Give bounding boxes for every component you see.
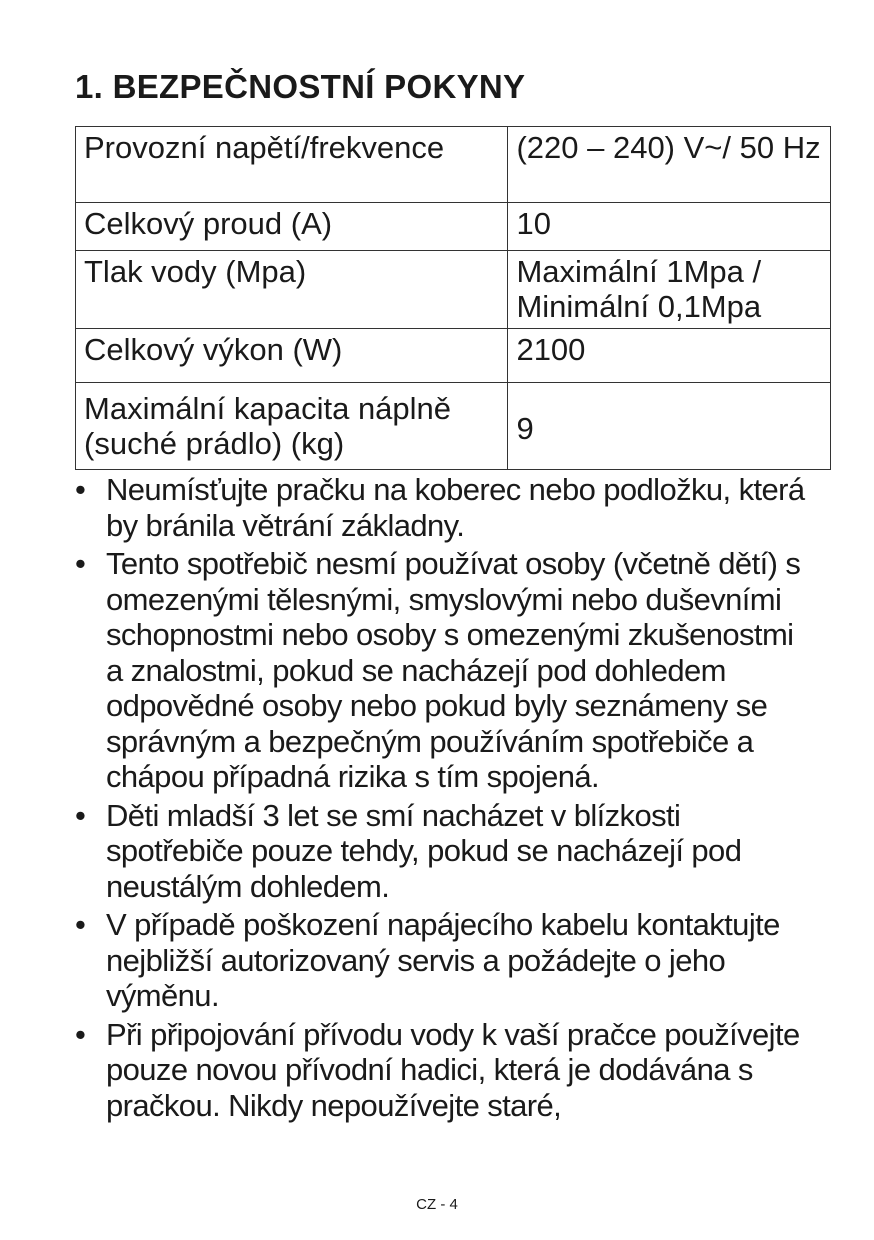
spec-label: Provozní napětí/frekvence xyxy=(76,127,508,203)
bullet-icon: • xyxy=(75,907,86,942)
list-item-text: Neumísťujte pračku na koberec nebo podložku, která by bránila větrání základny. xyxy=(106,472,805,543)
spec-label: Celkový proud (A) xyxy=(76,203,508,251)
specs-table xyxy=(75,126,831,470)
bullet-icon: • xyxy=(75,546,86,581)
spec-value: Maximální 1Mpa / Minimální 0,1Mpa xyxy=(508,251,831,329)
spec-label: Tlak vody (Mpa) xyxy=(76,251,508,329)
bullet-icon: • xyxy=(75,472,86,507)
list-item xyxy=(75,1017,805,1124)
list-item xyxy=(75,798,805,905)
specs-row xyxy=(76,383,831,470)
bullet-icon: • xyxy=(75,797,86,833)
spec-value: 2100 xyxy=(508,329,831,383)
list-item xyxy=(75,907,805,1014)
spec-value: 10 xyxy=(508,203,831,251)
list-item-text: Při připojování přívodu vody k vaší pračce používejte pouze novou přívodní hadici, která je dodávána s pračkou. Nikdy nepoužívejte staré, xyxy=(106,1016,800,1123)
safety-instructions-list xyxy=(75,472,805,1126)
list-item xyxy=(75,472,805,543)
spec-label: Maximální kapacita náplně (suché prádlo) (kg) xyxy=(76,383,508,470)
list-item-text: Děti mladší 3 let se smí nacházet v blízkosti spotřebiče pouze tehdy, pokud se nacházejí pod neustálým dohledem. xyxy=(106,797,742,904)
bullet-icon: • xyxy=(75,1016,86,1052)
spec-value: 9 xyxy=(508,383,831,470)
specs-row xyxy=(76,329,831,383)
list-item-text: V případě poškození napájecího kabelu kontaktujte nejbližší autorizovaný servis a požádejte o jeho výměnu. xyxy=(106,907,780,1013)
list-item-text: Tento spotřebič nesmí používat osoby (včetně dětí) s omezenými tělesnými, smyslovými nebo duševními schopnostmi nebo osoby s omezenými zkušenostmi a znalostmi, pokud se nacházejí pod dohledem odpovědné osoby nebo pokud byly seznámeny se správným a bezpečným používáním spotřebiče a chápou případná rizika s tím spojená. xyxy=(106,546,801,794)
page-number: CZ - 4 xyxy=(416,1196,458,1213)
spec-label: Celkový výkon (W) xyxy=(76,329,508,383)
list-item xyxy=(75,546,805,795)
section-title: 1. BEZPEČNOSTNÍ POKYNY xyxy=(75,68,526,105)
specs-row xyxy=(76,203,831,251)
specs-row xyxy=(76,127,831,203)
spec-value: (220 – 240) V~/ 50 Hz xyxy=(508,127,831,203)
specs-row xyxy=(76,251,831,329)
